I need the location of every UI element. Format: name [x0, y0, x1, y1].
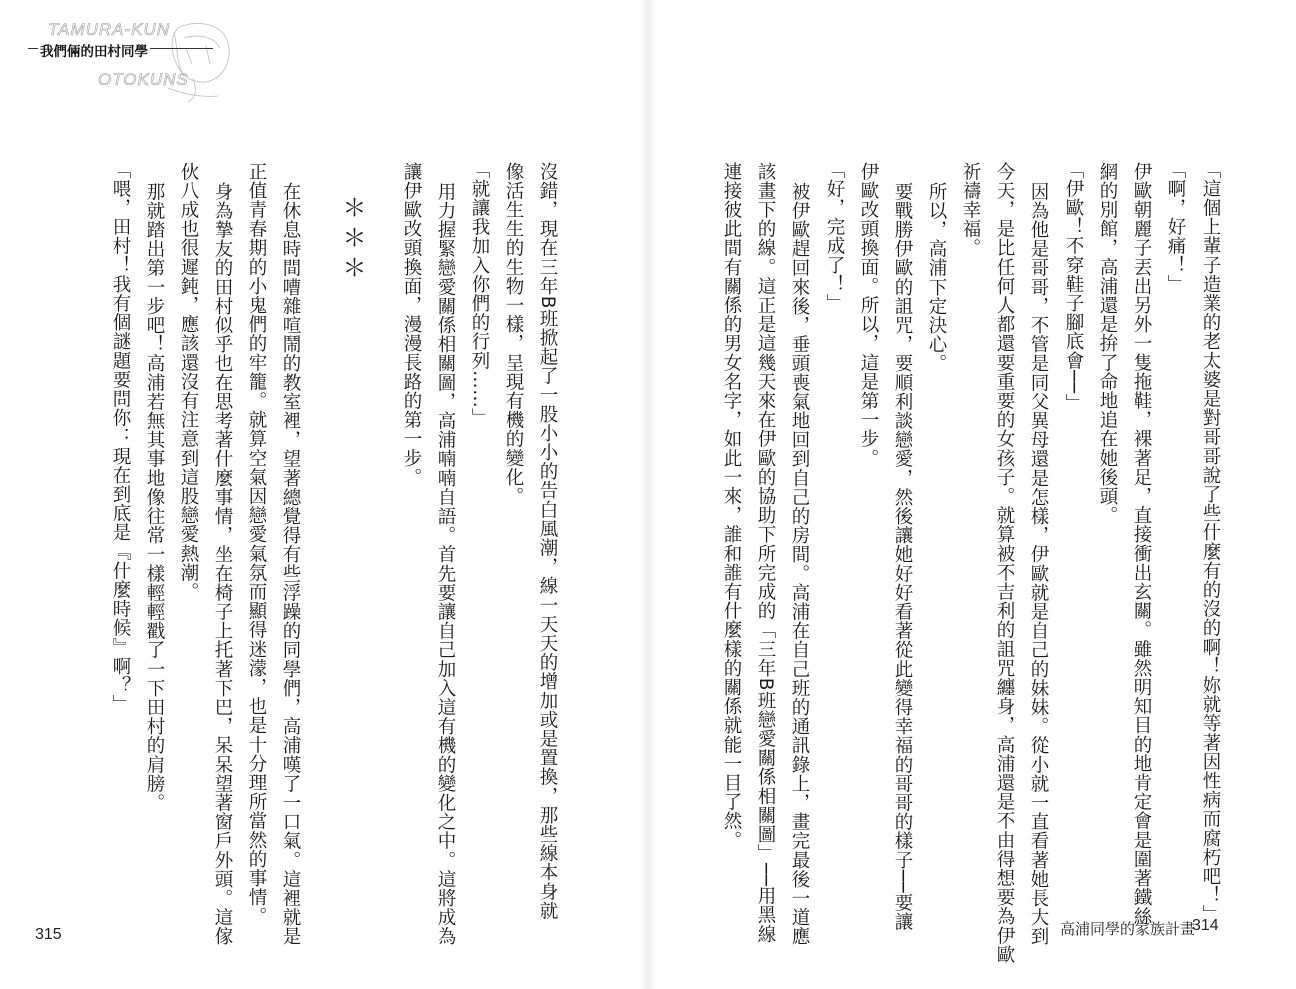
text-column: 連接彼此間有關係的男女名字，如此一來，誰和誰有什麼樣的關係就能一目了然。 — [721, 162, 742, 850]
text-column: 「喂，田村！我有個謎題要問你：現在到底是『什麼時候』啊？」 — [110, 160, 131, 714]
logo-text-bottom: OTOKUNS — [98, 70, 189, 89]
text-column: 該畫下的線。這正是這幾天來在伊歐的協助下所完成的「三年B班戀愛關係相關圖」──用黑線 — [755, 162, 776, 944]
text-column: 要戰勝伊歐的詛咒，要順利談戀愛，然後讓她好好看著從此變得幸福的哥哥的樣子──要讓 — [892, 182, 913, 932]
text-column: 伊歐改頭換面。所以，這是第一步。 — [858, 162, 879, 468]
text-column: 「伊歐！不穿鞋子腳底會──」 — [1063, 160, 1084, 413]
page-gutter — [640, 0, 656, 989]
text-column: 那就踏出第一步吧！高浦若無其事地像往常一樣輕輕戳了一下田村的肩膀。 — [144, 182, 165, 813]
text-column: 所以，高浦下定決心。 — [926, 182, 947, 373]
text-column: 正值青春期的小鬼們的牢籠。就算空氣因戀愛氣氛而顯得迷濛，也是十分理所當然的事情。 — [246, 162, 267, 926]
series-title: 我們倆的田村同學 — [38, 40, 150, 60]
text-column: 今天，是比任何人都還要重要的女孩子。就算被不吉利的詛咒纏身，高浦還是不由得想要為伊歐 — [994, 162, 1015, 965]
left-page-number: 315 — [35, 926, 62, 943]
series-logo — [28, 18, 248, 108]
text-column: 沒錯，現在三年B班掀起了一股小小的告白風潮，線一天天的增加或是置換，那些線本身就 — [537, 162, 558, 921]
text-column: 被伊歐趕回來後，垂頭喪氣地回到自己的房間。高浦在自己班的通訊錄上，畫完最後一道應 — [789, 182, 810, 946]
text-column: 「啊，好痛！」 — [1165, 160, 1186, 294]
text-column: 「好，完成了！」 — [824, 160, 845, 313]
text-column: 網的別館，高浦還是拚了命地追在她後頭。 — [1097, 162, 1118, 525]
logo-text-top: TAMURA-KUN — [48, 20, 171, 39]
text-column: 伙八成也很遲鈍，應該還沒有注意到這股戀愛熱潮。 — [178, 162, 199, 602]
text-column: 「這個上輩子造業的老太婆是對哥哥說了些什麼有的沒的啊！妳就等著因性病而腐朽吧！」 — [1200, 160, 1221, 924]
text-column: 像活生生的生物一樣，呈現有機的變化。 — [503, 162, 524, 506]
text-column: 祈禱幸福。 — [960, 162, 981, 258]
text-column: 身為摯友的田村似乎也在思考著什麼事情，坐在椅子上托著下巴，呆呆望著窗戶外頭。這傢 — [212, 182, 233, 946]
text-column: 用力握緊戀愛關係相關圖，高浦喃喃自語。首先要讓自己加入這有機的變化之中。這將成為 — [435, 182, 456, 946]
text-column: 讓伊歐改頭換面，漫漫長路的第一步。 — [401, 162, 422, 487]
right-book-title: 高浦同學的家族計畫 — [1060, 920, 1196, 938]
text-column: 因為他是哥哥，不管是同父異母還是怎樣，伊歐就是自己的妹妹。從小就一直看著她長大到 — [1028, 182, 1049, 946]
text-column: 在休息時間嘈雜喧鬧的教室裡，望著總覺得有些浮躁的同學們，高浦嘆了一口氣。這裡就是 — [280, 182, 301, 946]
right-page-number: 314 — [1192, 917, 1219, 934]
text-column: 「就讓我加入你們的行列……」 — [469, 160, 490, 428]
text-column: 伊歐朝麗子丟出另外一隻拖鞋，裸著足，直接衝出玄關。雖然明知目的地肯定會是圍著鐵絲 — [1131, 162, 1152, 926]
scene-break: ＊＊＊ — [338, 195, 366, 285]
